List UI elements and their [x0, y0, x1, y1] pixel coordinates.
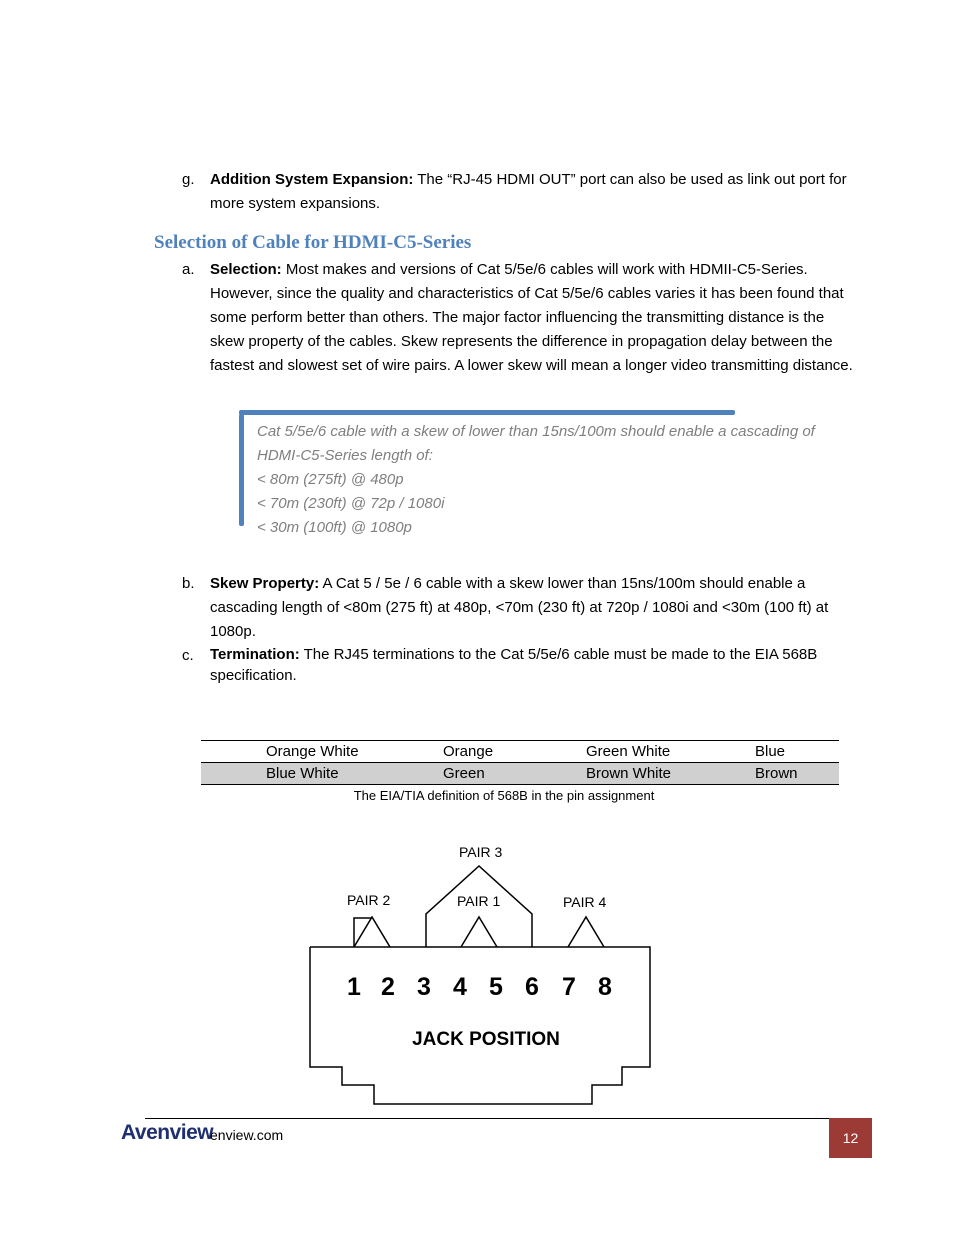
footer-url: enview.com: [210, 1127, 284, 1143]
pin-number: 5: [489, 973, 503, 1001]
item-b-text: A Cat 5 / 5e / 6 cable with a skew lower than 15ns/100m should enable a cascading length of <80m (275 ft) at 480p, <70m (230 ft) at 720p / 1080i and <30m (100 ft) at 1080p.: [210, 575, 829, 640]
page-number: 12: [829, 1118, 872, 1158]
pin-number: 3: [417, 973, 431, 1001]
pair4-label: PAIR 4: [563, 894, 607, 910]
table-cell: Orange White: [201, 741, 377, 763]
item-g-text: The “RJ-45 HDMI OUT” port can also be used as link out port for more system expansions.: [210, 171, 847, 212]
item-a-text: Most makes and versions of Cat 5/5e/6 cables will work with HDMII-C5-Series. However, since the quality and characteristics of Cat 5/5e/6 cables varies it has been found that some perform better than others. The major factor influencing the transmitting distance is the skew property of the cables. Skew represents the difference in propagation delay between the fastest and slowest set of wire pairs. A lower skew will mean a longer video transmitting distance.: [210, 261, 853, 374]
item-b-paragraph: [210, 572, 845, 644]
item-a-bold: Selection:: [210, 261, 282, 278]
pin-number: 6: [525, 973, 539, 1001]
pin-number: 2: [381, 973, 395, 1001]
table-cell: Orange: [377, 741, 522, 763]
pair2-connector-b: [354, 917, 390, 947]
item-g-paragraph: [210, 168, 850, 216]
table-row: [201, 763, 839, 785]
item-b-bold: Skew Property:: [210, 575, 320, 592]
table-row: [201, 741, 839, 763]
pair1-connector: [461, 917, 497, 947]
list-marker-b: b.: [182, 575, 195, 592]
quote-line-2: < 80m (275ft) @ 480p: [257, 471, 404, 488]
pin-number: 8: [598, 973, 612, 1001]
quote-line-3: < 70m (230ft) @ 72p / 1080i: [257, 495, 445, 512]
quote-border-left: [239, 414, 244, 526]
jack-outline: [310, 947, 650, 1104]
item-c-paragraph: [210, 644, 850, 686]
table-cell: Brown White: [522, 763, 691, 785]
avenview-logo: Avenview: [121, 1121, 214, 1144]
list-marker-c: c.: [182, 647, 194, 664]
quote-border-top: [239, 410, 735, 415]
list-marker-g: g.: [182, 171, 195, 188]
table-cell: Brown: [691, 763, 839, 785]
item-c-bold: Termination:: [210, 646, 300, 663]
pin-number: 1: [347, 973, 361, 1001]
table-cell: Blue: [691, 741, 839, 763]
footer-rule: [145, 1118, 830, 1119]
pair4-connector: [568, 917, 604, 947]
section-heading: Selection of Cable for HDMI-C5-Series: [154, 232, 472, 253]
pair3-label: PAIR 3: [459, 844, 503, 860]
skew-quote: [257, 420, 857, 540]
table-cell: Green White: [522, 741, 691, 763]
quote-line-4: < 30m (100ft) @ 1080p: [257, 519, 412, 536]
rj45-jack-diagram: [300, 835, 660, 1115]
table-cell: Green: [377, 763, 522, 785]
quote-line-1: Cat 5/5e/6 cable with a skew of lower than 15ns/100m should enable a cascading of HDMI-C5-Series length of:: [257, 423, 815, 464]
pin-assignment-table: [201, 740, 839, 785]
item-a-paragraph: [210, 258, 853, 378]
item-c-text: The RJ45 terminations to the Cat 5/5e/6 cable must be made to the EIA 568B specification.: [210, 646, 818, 684]
list-marker-a: a.: [182, 261, 195, 278]
table-cell: Blue White: [201, 763, 377, 785]
pair2-label: PAIR 2: [347, 892, 391, 908]
table-caption: The EIA/TIA definition of 568B in the pin assignment: [353, 788, 655, 803]
pin-number: 7: [562, 973, 576, 1001]
pair1-label: PAIR 1: [457, 893, 501, 909]
item-g-bold: Addition System Expansion:: [210, 171, 414, 188]
jack-position-label: JACK POSITION: [412, 1029, 560, 1050]
pin-number: 4: [453, 973, 467, 1001]
